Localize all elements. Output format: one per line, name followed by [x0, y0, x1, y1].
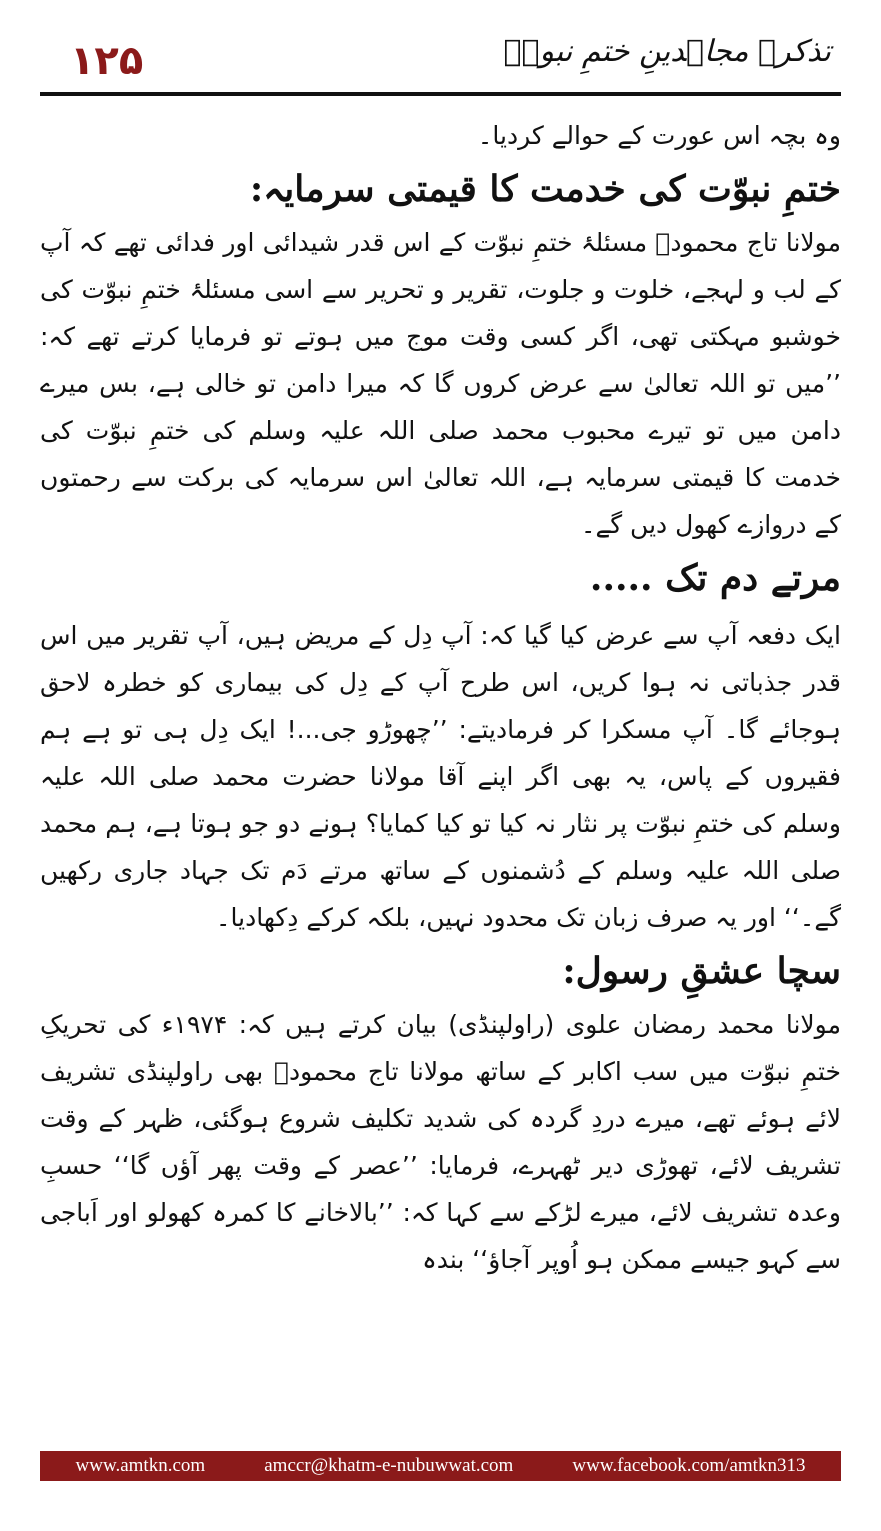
page-footer [40, 1451, 841, 1481]
section-heading-marte-dam: مرتے دم تک ..... [589, 557, 841, 599]
paragraph-intro: وہ بچہ اس عورت کے حوالے کردیا۔ [477, 121, 841, 150]
page-number: ۱۲۵ [70, 38, 144, 84]
paragraph-marte-dam: ایک دفعہ آپ سے عرض کیا گیا کہ: آپ دِل کے مریض ہیں، آپ تقریر میں اس قدر جذباتی نہ ہوا کریں، اس طرح آپ کے دِل کی بیماری کو خطرہ لاحق ہوجائے گا۔ آپ مسکرا کر فرمادیتے: ’’چھوڑو جی...! ایک دِل ہی تو ہے ہم فقیروں کے پاس، یہ بھی اگر اپنے آقا مولانا حضرت محمد صلی اللہ علیہ وسلم کی ختمِ نبوّت پر نثار نہ کیا تو کیا کمایا؟ ہونے دو جو ہوتا ہے، ہم محمد صلی اللہ علیہ وسلم کے دُشمنوں کے ساتھ مرتے دَم تک جہاد جاری رکھیں گے۔‘‘ اور یہ صرف زبان تک محدود نہیں، بلکہ کرکے دِکھادیا۔ [40, 621, 841, 932]
page-header [40, 30, 841, 98]
paragraph-khatm: مولانا تاج محمودؒ مسئلۂ ختمِ نبوّت کے اس قدر شیدائی اور فدائی تھے کہ آپ کے لب و لہجے، خلوت و جلوت، تقریر و تحریر سے اسی مسئلۂ ختمِ نبوّت کی خوشبو مہکتی تھی، اگر کسی وقت موج میں ہوتے تو فرمایا کرتے تھے کہ: ’’میں تو اللہ تعالیٰ سے عرض کروں گا کہ میرا دامن تو خالی ہے، بس میرے دامن میں تو تیرے محبوب محمد صلی اللہ علیہ وسلم کی ختمِ نبوّت کی خدمت کا قیمتی سرمایہ ہے، اللہ تعالیٰ اس سرمایہ کی برکت سے رحمتوں کے دروازے کھول دیں گے۔ [40, 228, 841, 539]
page-body [40, 112, 841, 1283]
section-heading-ishq: سچا عشقِ رسول: [562, 950, 841, 992]
book-title: تذکرہ مجاہدینِ ختمِ نبوتؐ [503, 34, 831, 69]
footer-facebook-link[interactable]: www.facebook.com/amtkn313 [572, 1455, 806, 1476]
section-heading-khatm: ختمِ نبوّت کی خدمت کا قیمتی سرمایہ: [249, 168, 841, 210]
footer-website-link[interactable]: www.amtkn.com [75, 1455, 206, 1476]
header-divider [40, 92, 841, 96]
footer-email-link[interactable]: amccr@khatm-e-nubuwwat.com [264, 1455, 514, 1476]
paragraph-ishq: مولانا محمد رمضان علوی (راولپنڈی) بیان کرتے ہیں کہ: ۱۹۷۴ء کی تحریکِ ختمِ نبوّت میں سب اکابر کے ساتھ مولانا تاج محمودؒ بھی راولپنڈی تشریف لائے ہوئے تھے، میرے دردِ گردہ کی شدید تکلیف شروع ہوگئی، ظہر کے وقت تشریف لائے، تھوڑی دیر ٹھہرے، فرمایا: ’’عصر کے وقت پھر آؤں گا‘‘ حسبِ وعدہ تشریف لائے، میرے لڑکے سے کہا کہ: ’’بالاخانے کا کمرہ کھولو اور اَباجی سے کہو جیسے ممکن ہو اُوپر آجاؤ‘‘ بندہ [40, 1010, 841, 1274]
